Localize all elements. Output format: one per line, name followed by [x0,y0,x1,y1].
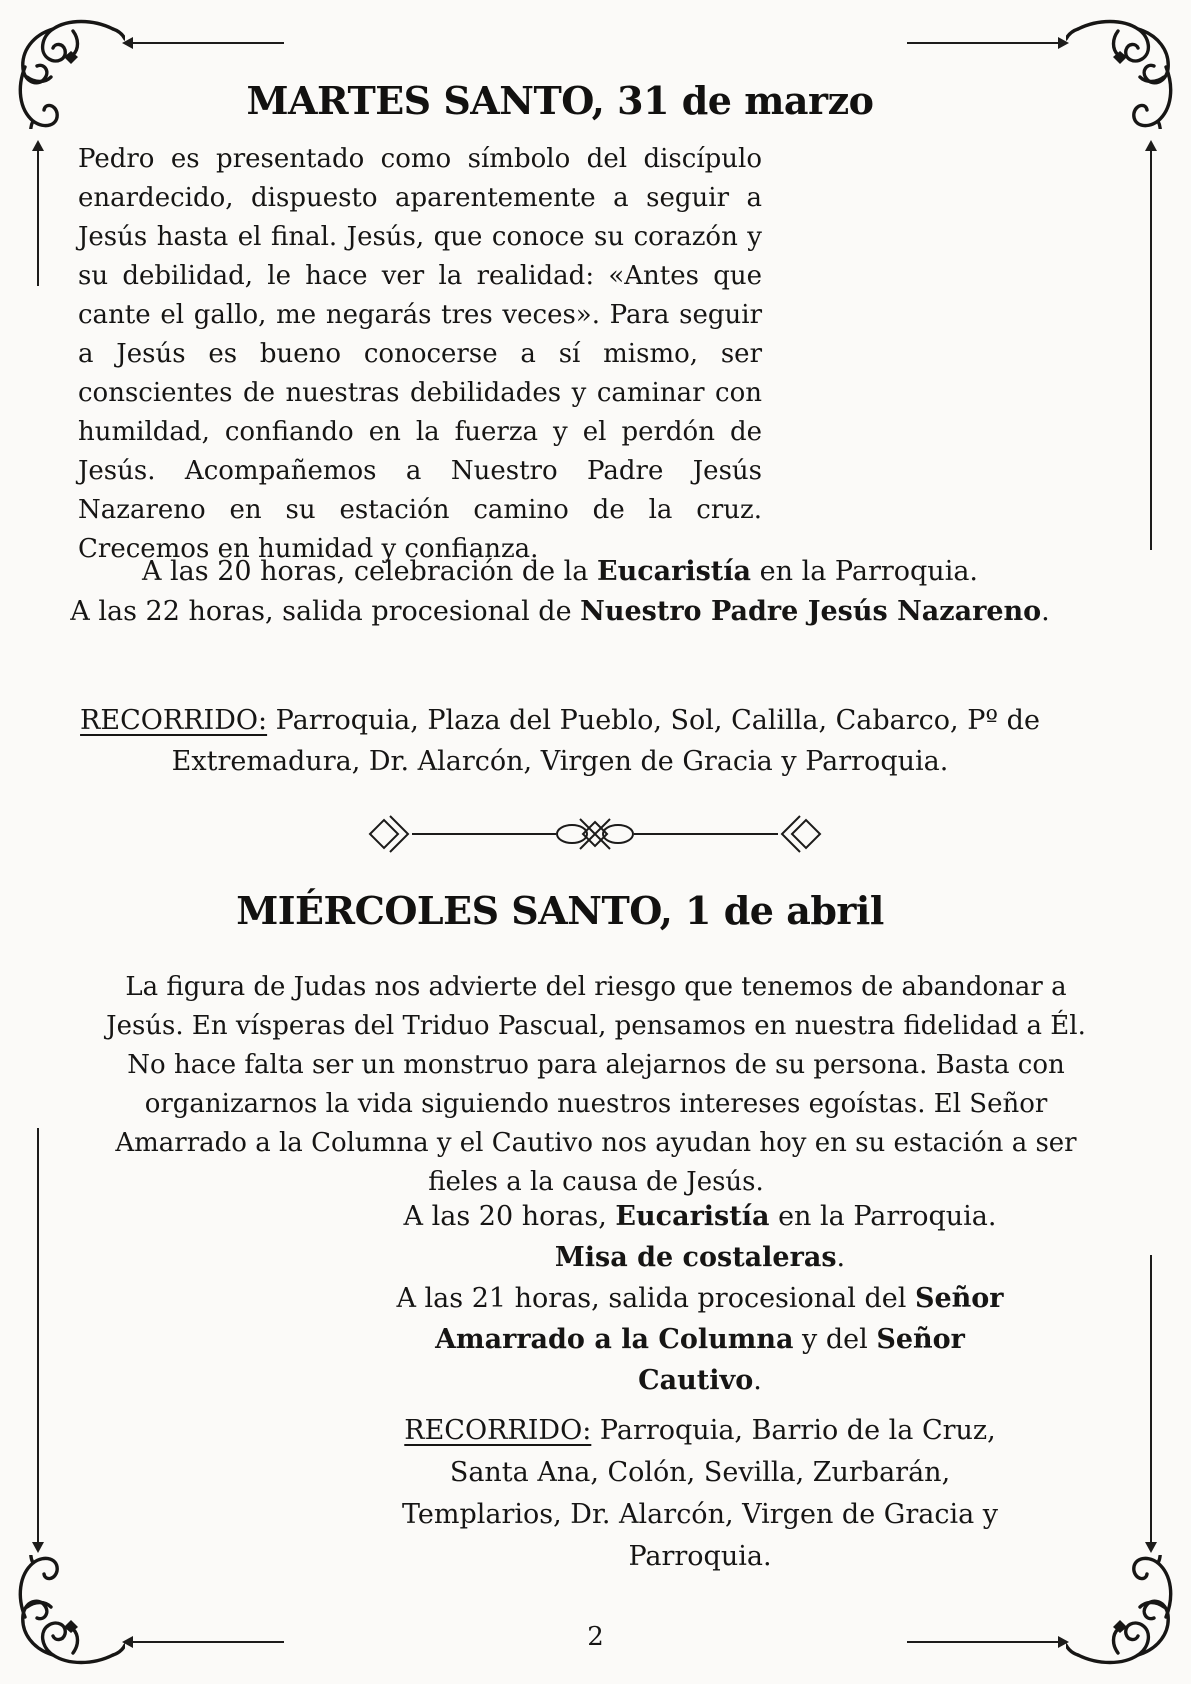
miercoles-schedule [375,1196,1025,1401]
frame-line-left-upper [37,150,39,286]
miercoles-schedule-line-1: A las 20 horas, Eucaristía en la Parroquia. Misa de costaleras. [403,1201,997,1273]
arrowhead-icon [1145,140,1157,151]
martes-schedule [0,552,1120,632]
miercoles-intro-paragraph: La figura de Judas nos advierte del riesgo que tenemos de abandonar a Jesús. En vísperas del Triduo Pascual, pensamos en nuestra fidelidad a Él. No hace falta ser un monstruo para alejarnos de su persona. Basta con organizarnos la vida siguiendo nuestros intereses egoístas. El Señor Amarrado a la Columna y el Cautivo nos ayudan hoy en su estación a ser fieles a la causa de Jesús. [106,972,1086,1197]
arrowhead-icon [32,1542,44,1553]
frame-line-right-upper [1150,150,1152,550]
arrowhead-icon [1058,37,1069,49]
frame-line-top-right [907,42,1059,44]
arrowhead-icon [122,37,133,49]
frame-line-top-left [132,42,284,44]
section-title-miercoles-santo: MIÉRCOLES SANTO, 1 de abril [236,888,884,933]
miercoles-recorrido: RECORRIDO: Parroquia, Barrio de la Cruz, Santa Ana, Colón, Sevilla, Zurbarán, Templarios, Dr. Alarcón, Virgen de Gracia y Parroquia. [401,1415,999,1572]
page-number: 2 [587,1622,604,1652]
martes-intro-paragraph: Pedro es presentado como símbolo del discípulo enardecido, dispuesto aparentemente a seguir a Jesús hasta el final. Jesús, que conoce su corazón y su debilidad, le hace ver la realidad: «Antes que cante el gallo, me negarás tres veces». Para seguir a Jesús es bueno conocerse a sí mismo, ser conscientes de nuestras debilidades y caminar con humildad, confiando en la fuerza y el perdón de Jesús. Acompañemos a Nuestro Padre Jesús Nazareno en su estación camino de la cruz. Crecemos en humidad y confianza. [78,144,762,564]
miercoles-schedule-line-2: A las 21 horas, salida procesional del Señor Amarrado a la Columna y del Señor Cautivo. [396,1283,1004,1396]
section-divider-ornament [360,814,830,854]
frame-line-right-lower [1150,1255,1152,1543]
arrowhead-icon [1145,1542,1157,1553]
arrowhead-icon [32,140,44,151]
martes-recorrido: RECORRIDO: Parroquia, Plaza del Pueblo, Sol, Calilla, Cabarco, Pº de Extremadura, Dr. Alarcón, Virgen de Gracia y Parroquia. [80,705,1040,777]
martes-schedule-line-1: A las 20 horas, celebración de la Eucaristía en la Parroquia. [141,556,979,587]
section-title-martes-santo: MARTES SANTO, 31 de marzo [246,78,874,123]
divider-icon [360,814,830,854]
martes-schedule-line-2: A las 22 horas, salida procesional de Nuestro Padre Jesús Nazareno. [70,596,1050,627]
frame-line-left-lower [37,1128,39,1543]
